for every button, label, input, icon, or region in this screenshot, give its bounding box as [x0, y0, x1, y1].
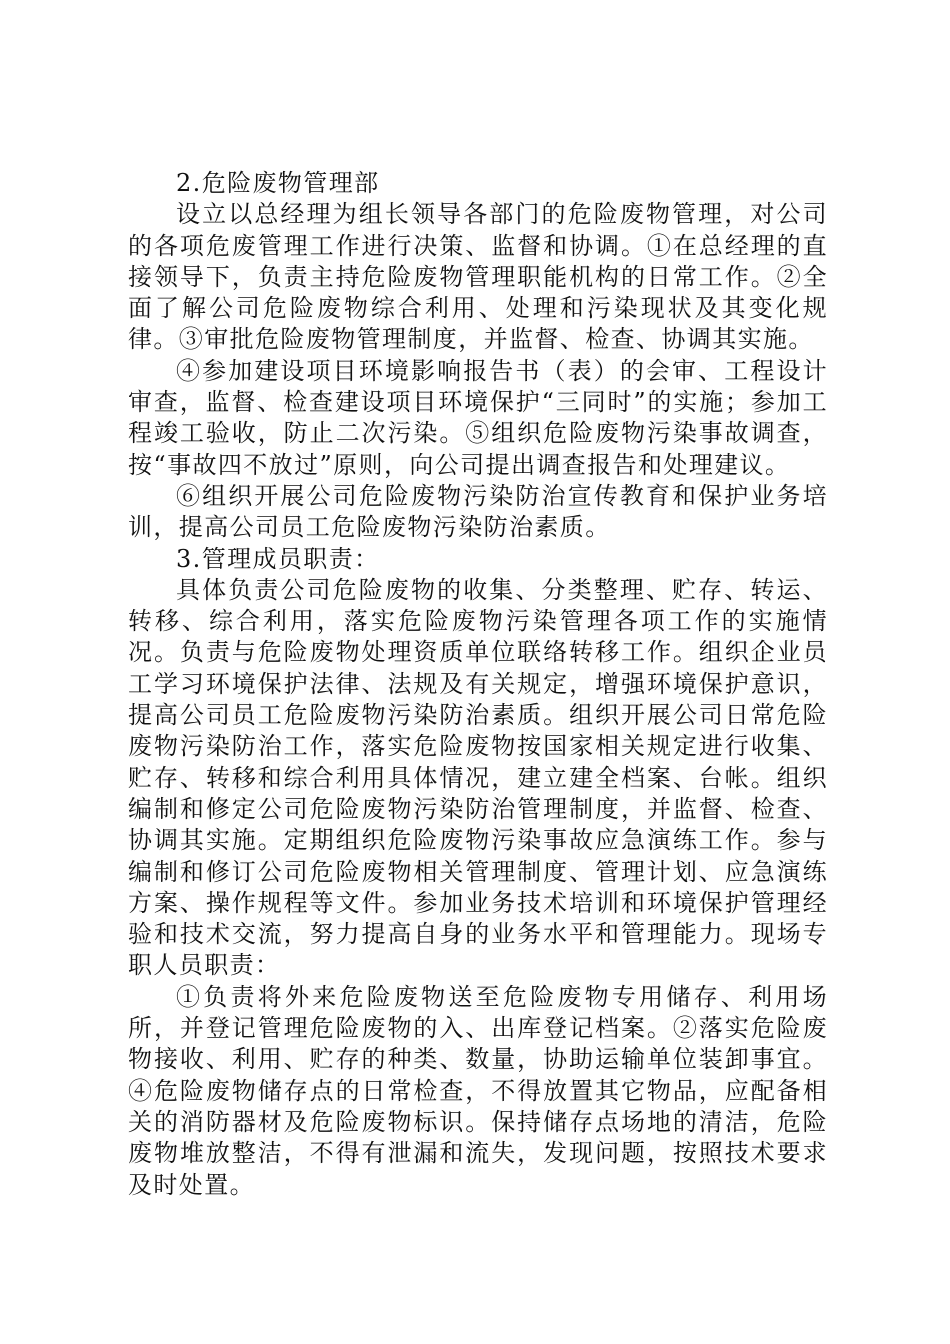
document-body — [128, 168, 828, 1201]
section-2-paragraph-1: 设立以总经理为组长领导各部门的危险废物管理，对公司的各项危废管理工作进行决策、监督和协调。①在总经理的直接领导下，负责主持危险废物管理职能机构的日常工作。②全面了解公司危险废物综合利用、处理和污染现状及其变化规律。③审批危险废物管理制度，并监督、检查、协调其实施。 — [128, 200, 828, 354]
section-3-heading: 3.管理成员职责： — [176, 544, 380, 573]
section-3-paragraph-1: 具体负责公司危险废物的收集、分类整理、贮存、转运、转移、综合利用，落实危险废物污染管理各项工作的实施情况。负责与危险废物处理资质单位联络转移工作。组织企业员工学习环境保护法律、法规及有关规定，增强环境保护意识，提高公司员工危险废物污染防治素质。组织开展公司日常危险废物污染防治工作，落实危险废物按国家相关规定进行收集、贮存、转移和综合利用具体情况，建立建全档案、台帐。组织编制和修定公司危险废物污染防治管理制度，并监督、检查、协调其实施。定期组织危险废物污染事故应急演练工作。参与编制和修订公司危险废物相关管理制度、管理计划、应急演练方案、操作规程等文件。参加业务技术培训和环境保护管理经验和技术交流，努力提高自身的业务水平和管理能力。现场专职人员职责： — [128, 575, 828, 980]
section-2-paragraph-3: ⑥组织开展公司危险废物污染防治宣传教育和保护业务培训，提高公司员工危险废物污染防治素质。 — [128, 481, 828, 542]
section-2-paragraph-2: ④参加建设项目环境影响报告书（表）的会审、工程设计审查，监督、检查建设项目环境保护“三同时”的实施；参加工程竣工验收，防止二次污染。⑤组织危险废物污染事故调查，按“事故四不放过”原则，向公司提出调查报告和处理建议。 — [128, 356, 828, 479]
section-2-heading: 2.危险废物管理部 — [176, 169, 380, 197]
section-3-paragraph-2: ①负责将外来危险废物送至危险废物专用储存、利用场所，并登记管理危险废物的入、出库登记档案。②落实危险废物接收、利用、贮存的种类、数量，协助运输单位装卸事宜。④危险废物储存点的日常检查，不得放置其它物品，应配备相关的消防器材及危险废物标识。保持储存点场地的清洁，危险废物堆放整洁，不得有泄漏和流失，发现问题，按照技术要求及时处置。 — [128, 982, 828, 1199]
